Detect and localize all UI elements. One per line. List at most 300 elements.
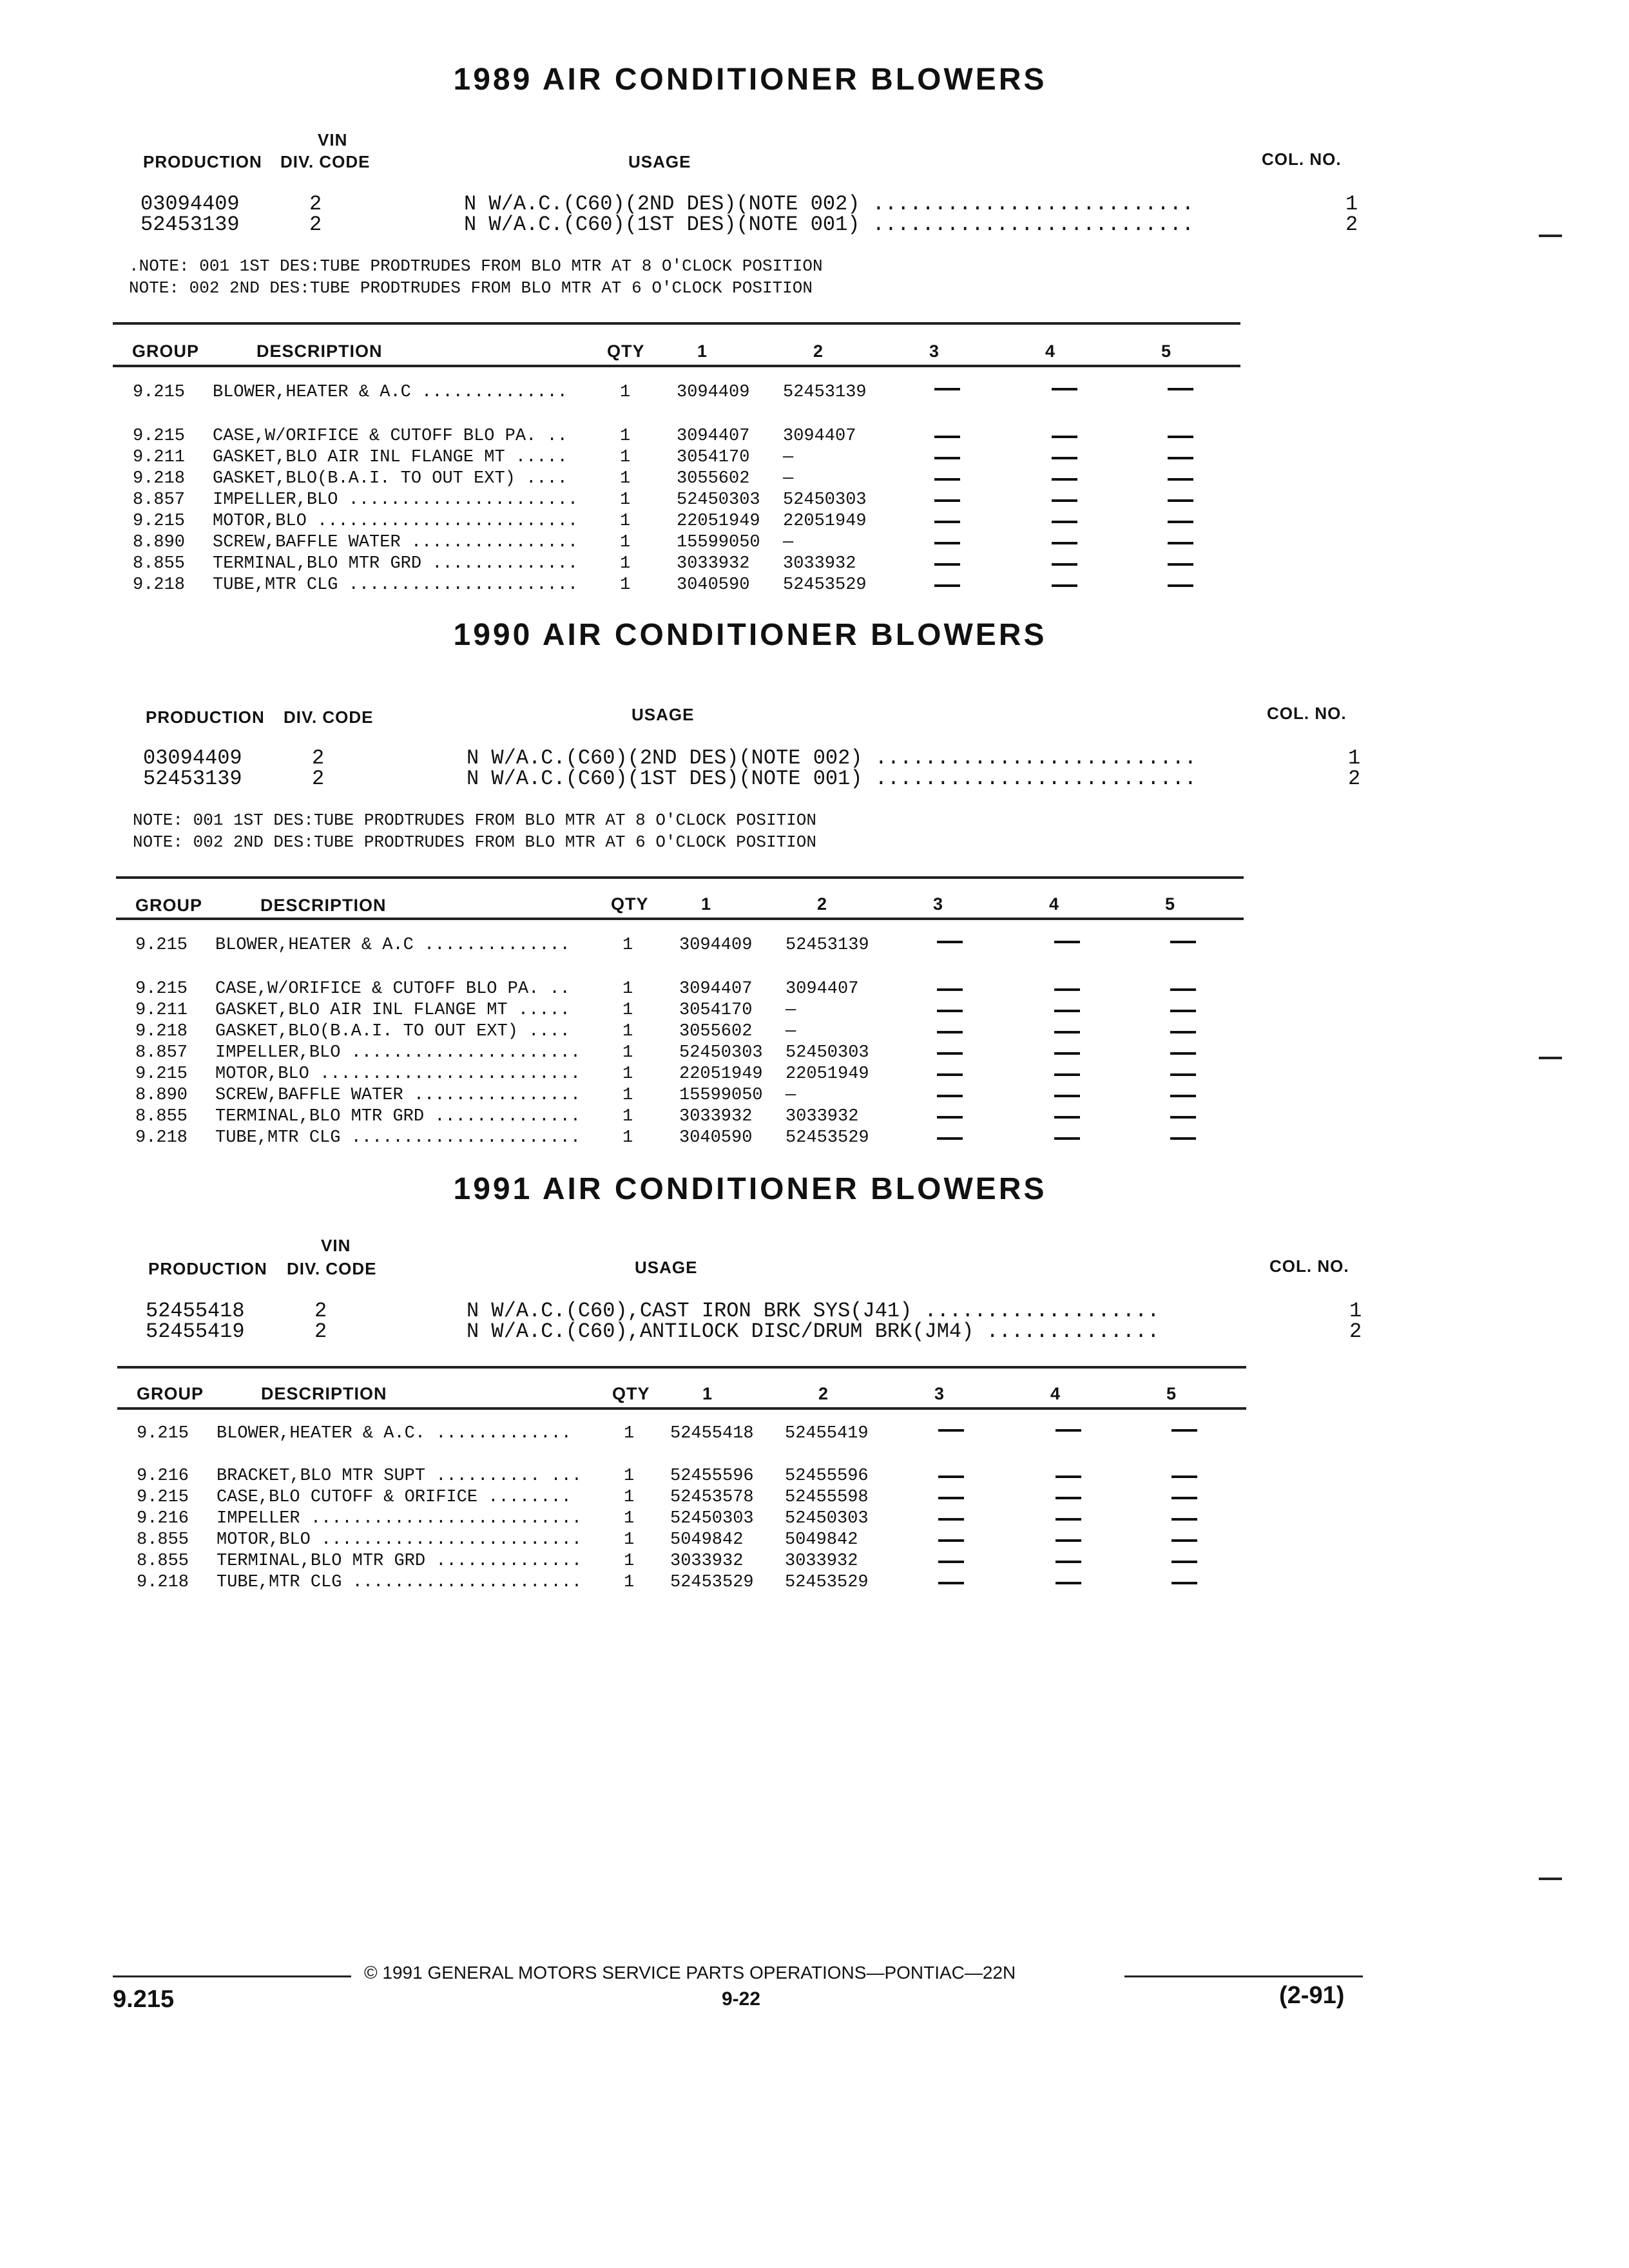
col-1-cell: 3055602 [679,1022,753,1041]
qty-cell: 1 [622,1128,633,1148]
empty-col-3-dash [934,563,960,566]
table-row [0,1424,1629,1445]
group-cell: 9.216 [137,1466,189,1486]
col-2-cell: 52453139 [786,936,869,955]
empty-col-5-dash [1171,1475,1197,1478]
empty-col-3-dash [937,1095,963,1097]
qty-col-header: QTY [611,894,649,914]
margin-mark [1539,235,1562,237]
empty-col-3-dash [937,1052,963,1055]
qty-cell: 1 [620,512,631,531]
table-row [0,533,1629,554]
table-row [0,1552,1629,1573]
empty-col-3-dash [934,457,960,459]
table-row [0,575,1629,597]
col-number: 1 [1348,746,1361,770]
table-header-rule [116,918,1244,920]
qty-cell: 1 [624,1530,635,1550]
empty-col-4-dash [1055,1539,1081,1542]
col-1-cell: 3054170 [677,448,750,467]
col-1-cell: 52450303 [670,1509,754,1528]
vin-header: VIN [318,130,348,149]
empty-col-5-dash [1171,1561,1197,1563]
col-1-cell: 3054170 [679,1001,753,1020]
qty-cell: 1 [620,554,631,573]
group-cell: 8.890 [135,1086,188,1105]
div-code-header: DIV. CODE [287,1259,377,1278]
col-1-cell: 52450303 [679,1043,763,1062]
description-cell: BLOWER,HEATER & A.C .............. [213,383,568,402]
col-1-cell: 52455418 [670,1424,754,1443]
empty-col-5-dash [1170,1095,1196,1097]
description-cell: CASE,BLO CUTOFF & ORIFICE ........ [217,1488,572,1507]
empty-col-3-dash [934,584,960,587]
col-1-cell: 52453578 [670,1488,754,1507]
col-1-cell: 3033932 [679,1107,753,1126]
empty-col-4-dash [1052,542,1077,544]
qty-cell: 1 [622,1001,633,1020]
qty-cell: 1 [624,1466,635,1486]
div-code: 2 [312,767,325,791]
group-cell: 9.215 [137,1424,189,1443]
col-4-header: 4 [1045,341,1056,361]
empty-col-4-dash [1052,521,1077,523]
col-1-cell: 22051949 [677,512,760,531]
qty-cell: 1 [622,1107,633,1126]
table-row [0,979,1629,1001]
col-5-header: 5 [1165,894,1176,914]
group-cell: 9.216 [137,1509,189,1528]
col-2-cell: 52455598 [785,1488,869,1507]
empty-col-5-dash [1171,1518,1197,1521]
production-number: 52453139 [140,213,240,236]
div-code: 2 [314,1299,327,1323]
production-number: 03094409 [143,746,242,770]
table-row [0,1107,1629,1128]
production-number: 52455419 [146,1320,245,1343]
table-top-rule [113,322,1240,325]
qty-cell: 1 [620,533,631,552]
description-col-header: DESCRIPTION [261,1384,387,1403]
empty-col-3-dash [938,1429,964,1432]
group-cell: 8.855 [133,554,186,573]
col-1-cell: 22051949 [679,1064,763,1084]
empty-col-4-dash [1054,1137,1080,1140]
production-row [0,213,1629,235]
col-1-cell: 3094407 [679,979,753,999]
group-cell: 9.215 [133,383,186,402]
qty-col-header: QTY [607,341,645,361]
empty-col-3-dash [938,1561,964,1563]
usage-header: USAGE [631,705,695,724]
col-1-cell: 52450303 [677,490,760,510]
col-2-cell: 52453529 [783,575,867,595]
col-2-header: 2 [817,894,828,914]
col-4-header: 4 [1050,1384,1061,1403]
qty-cell: 1 [622,979,633,999]
description-cell: SCREW,BAFFLE WATER ................ [213,533,579,552]
table-header-rule [113,365,1240,367]
table-row [0,1573,1629,1594]
group-cell: 9.215 [135,936,188,955]
qty-cell: 1 [622,1022,633,1041]
description-cell: BLOWER,HEATER & A.C. ............. [217,1424,572,1443]
description-cell: GASKET,BLO AIR INL FLANGE MT ..... [215,1001,570,1020]
note-line: .NOTE: 001 1ST DES:TUBE PRODTRUDES FROM BLO MTR AT 8 O'CLOCK POSITION [129,256,823,276]
description-cell: TERMINAL,BLO MTR GRD .............. [215,1107,581,1126]
table-row [0,512,1629,533]
col-2-cell: 52450303 [786,1043,869,1062]
col-3-header: 3 [933,894,944,914]
empty-col-5-dash [1170,1052,1196,1055]
description-cell: SCREW,BAFFLE WATER ................ [215,1086,581,1105]
section-title: 1991 AIR CONDITIONER BLOWERS [453,1172,1047,1206]
table-top-rule [116,876,1244,879]
col-number: 1 [1345,192,1358,216]
qty-cell: 1 [624,1488,635,1507]
description-cell: GASKET,BLO AIR INL FLANGE MT ..... [213,448,568,467]
footer-rule-left [113,1975,351,1977]
col-2-cell: 5049842 [785,1530,858,1550]
col-4-header: 4 [1049,894,1060,914]
empty-col-3-dash [937,1116,963,1119]
group-cell: 8.855 [137,1552,189,1571]
col-1-cell: 15599050 [677,533,760,552]
col-2-cell: 3033932 [786,1107,859,1126]
col-2-cell: 3094407 [786,979,859,999]
qty-cell: 1 [622,936,633,955]
empty-col-5-dash [1168,388,1193,390]
usage-text: N W/A.C.(C60),ANTILOCK DISC/DRUM BRK(JM4) .............. [467,1320,1160,1343]
description-cell: CASE,W/ORIFICE & CUTOFF BLO PA. .. [213,427,568,446]
qty-cell: 1 [622,1086,633,1105]
empty-col-4-dash [1054,1052,1080,1055]
production-header: PRODUCTION [146,707,265,727]
table-row [0,1466,1629,1488]
margin-mark [1539,1878,1562,1880]
qty-cell: 1 [622,1064,633,1084]
production-number: 52455418 [146,1299,245,1323]
empty-col-3-dash [937,941,963,943]
description-cell: GASKET,BLO(B.A.I. TO OUT EXT) .... [213,469,568,488]
description-cell: TUBE,MTR CLG ...................... [217,1573,583,1592]
col-2-header: 2 [813,341,824,361]
col-2-cell: — [783,533,794,552]
group-cell: 9.215 [135,1064,188,1084]
empty-col-3-dash [938,1582,964,1584]
col-2-cell: — [786,1086,796,1105]
empty-col-4-dash [1054,941,1080,943]
production-row [0,767,1629,789]
production-row [0,1320,1629,1341]
col-1-cell: 3094407 [677,427,750,446]
empty-col-5-dash [1170,988,1196,991]
empty-col-3-dash [938,1497,964,1499]
empty-col-4-dash [1055,1582,1081,1584]
note-line: NOTE: 001 1ST DES:TUBE PRODTRUDES FROM BLO MTR AT 8 O'CLOCK POSITION [133,811,816,830]
qty-cell: 1 [620,427,631,446]
col-number: 2 [1348,767,1361,791]
empty-col-4-dash [1052,584,1077,587]
description-cell: TUBE,MTR CLG ...................... [215,1128,581,1148]
table-row [0,1086,1629,1107]
empty-col-3-dash [934,521,960,523]
production-row [0,1299,1629,1321]
group-cell: 9.215 [135,979,188,999]
production-header: PRODUCTION [148,1259,267,1278]
usage-text: N W/A.C.(C60)(1ST DES)(NOTE 001) .......................... [467,767,1197,791]
description-cell: TUBE,MTR CLG ...................... [213,575,579,595]
group-col-header: GROUP [132,341,200,361]
description-cell: IMPELLER,BLO ...................... [213,490,579,510]
col-1-cell: 15599050 [679,1086,763,1105]
div-code: 2 [309,213,322,236]
col-1-header: 1 [701,894,712,914]
table-row [0,1530,1629,1552]
col-no-header: COL. NO. [1267,704,1347,723]
empty-col-4-dash [1054,1031,1080,1033]
footer-left: 9.215 [113,1986,175,2013]
col-1-cell: 5049842 [670,1530,744,1550]
group-cell: 9.218 [133,575,186,595]
empty-col-3-dash [937,988,963,991]
group-cell: 8.855 [135,1107,188,1126]
description-cell: MOTOR,BLO ......................... [215,1064,581,1084]
table-row [0,1064,1629,1086]
table-row [0,469,1629,490]
empty-col-5-dash [1170,1031,1196,1033]
qty-cell: 1 [620,490,631,510]
col-2-cell: 52453529 [786,1128,869,1148]
production-number: 03094409 [140,192,240,216]
col-2-cell: 52450303 [785,1509,869,1528]
qty-cell: 1 [624,1424,635,1443]
qty-cell: 1 [620,469,631,488]
empty-col-3-dash [934,436,960,438]
group-cell: 8.857 [135,1043,188,1062]
table-row [0,1509,1629,1530]
group-cell: 9.218 [133,469,186,488]
div-code: 2 [312,746,325,770]
table-row [0,1128,1629,1149]
production-row [0,746,1629,768]
empty-col-3-dash [937,1073,963,1076]
col-2-cell: — [786,1001,796,1020]
description-cell: IMPELLER .......................... [217,1509,583,1528]
description-cell: BLOWER,HEATER & A.C .............. [215,936,570,955]
col-1-cell: 3033932 [670,1552,744,1571]
col-number: 1 [1349,1299,1362,1323]
empty-col-4-dash [1052,478,1077,481]
div-code: 2 [314,1320,327,1343]
empty-col-5-dash [1168,478,1193,481]
col-2-cell: 52450303 [783,490,867,510]
footer-copyright: © 1991 GENERAL MOTORS SERVICE PARTS OPERATIONS—PONTIAC—22N [364,1963,1016,1983]
description-cell: IMPELLER,BLO ...................... [215,1043,581,1062]
production-row [0,192,1629,214]
col-number: 2 [1345,213,1358,236]
empty-col-4-dash [1054,1010,1080,1012]
col-1-cell: 3040590 [677,575,750,595]
col-no-header: COL. NO. [1269,1256,1349,1276]
empty-col-4-dash [1052,499,1077,502]
empty-col-3-dash [938,1539,964,1542]
empty-col-4-dash [1055,1475,1081,1478]
usage-header: USAGE [635,1258,698,1277]
empty-col-5-dash [1168,436,1193,438]
table-row [0,1488,1629,1509]
empty-col-3-dash [934,388,960,390]
col-2-cell: 3094407 [783,427,856,446]
col-2-cell: 52453139 [783,383,867,402]
empty-col-3-dash [934,542,960,544]
empty-col-3-dash [937,1031,963,1033]
qty-cell: 1 [620,448,631,467]
description-cell: BRACKET,BLO MTR SUPT .......... ... [217,1466,583,1486]
empty-col-4-dash [1055,1429,1081,1432]
group-cell: 8.890 [133,533,186,552]
qty-cell: 1 [624,1573,635,1592]
col-1-header: 1 [697,341,708,361]
table-header-rule [117,1407,1246,1410]
description-cell: MOTOR,BLO ......................... [217,1530,583,1550]
usage-text: N W/A.C.(C60)(2ND DES)(NOTE 002) .......................... [464,192,1194,216]
div-code-header: DIV. CODE [284,707,374,727]
empty-col-4-dash [1054,988,1080,991]
table-row [0,1043,1629,1064]
empty-col-4-dash [1052,457,1077,459]
usage-text: N W/A.C.(C60)(1ST DES)(NOTE 001) .......................... [464,213,1194,236]
group-cell: 9.218 [137,1573,189,1592]
empty-col-5-dash [1171,1429,1197,1432]
empty-col-4-dash [1054,1095,1080,1097]
usage-text: N W/A.C.(C60),CAST IRON BRK SYS(J41) ................... [467,1299,1160,1323]
qty-col-header: QTY [612,1384,650,1403]
empty-col-5-dash [1168,584,1193,587]
footer-page: 9-22 [722,1988,761,2010]
usage-header: USAGE [628,152,691,171]
col-2-cell: 52453529 [785,1573,869,1592]
description-cell: CASE,W/ORIFICE & CUTOFF BLO PA. .. [215,979,570,999]
col-2-cell: — [783,448,794,467]
group-cell: 9.218 [135,1022,188,1041]
empty-col-5-dash [1168,499,1193,502]
div-code: 2 [309,192,322,216]
group-cell: 9.215 [133,427,186,446]
empty-col-5-dash [1168,563,1193,566]
description-cell: TERMINAL,BLO MTR GRD .............. [217,1552,583,1571]
table-row [0,448,1629,469]
group-col-header: GROUP [137,1384,204,1403]
empty-col-5-dash [1171,1497,1197,1499]
col-5-header: 5 [1166,1384,1177,1403]
empty-col-4-dash [1052,436,1077,438]
section-title: 1990 AIR CONDITIONER BLOWERS [453,618,1047,652]
table-row [0,554,1629,575]
col-1-cell: 52455596 [670,1466,754,1486]
col-1-cell: 3055602 [677,469,750,488]
group-col-header: GROUP [135,896,203,915]
empty-col-3-dash [938,1475,964,1478]
col-1-cell: 3033932 [677,554,750,573]
group-cell: 9.211 [133,448,186,467]
description-cell: TERMINAL,BLO MTR GRD .............. [213,554,579,573]
col-1-cell: 52453529 [670,1573,754,1592]
qty-cell: 1 [624,1552,635,1571]
group-cell: 8.857 [133,490,186,510]
margin-mark [1539,1057,1562,1059]
usage-text: N W/A.C.(C60)(2ND DES)(NOTE 002) .......................... [467,746,1197,770]
col-1-header: 1 [702,1384,713,1403]
empty-col-3-dash [937,1137,963,1140]
empty-col-3-dash [934,499,960,502]
qty-cell: 1 [620,383,631,402]
col-2-cell: 3033932 [785,1552,858,1571]
col-3-header: 3 [929,341,940,361]
empty-col-5-dash [1168,457,1193,459]
empty-col-4-dash [1055,1497,1081,1499]
col-1-cell: 3094409 [677,383,750,402]
div-code-header: DIV. CODE [280,152,371,171]
table-row [0,427,1629,448]
empty-col-5-dash [1171,1582,1197,1584]
empty-col-5-dash [1168,521,1193,523]
empty-col-4-dash [1054,1116,1080,1119]
empty-col-5-dash [1168,542,1193,544]
group-cell: 9.215 [133,512,186,531]
col-2-cell: 22051949 [786,1064,869,1084]
col-1-cell: 3094409 [679,936,753,955]
section-title: 1989 AIR CONDITIONER BLOWERS [453,62,1047,97]
table-row [0,1022,1629,1043]
footer-right: (2-91) [1279,1982,1345,2009]
empty-col-5-dash [1170,1137,1196,1140]
col-1-cell: 3040590 [679,1128,753,1148]
qty-cell: 1 [622,1043,633,1062]
empty-col-3-dash [937,1010,963,1012]
empty-col-5-dash [1170,941,1196,943]
description-cell: GASKET,BLO(B.A.I. TO OUT EXT) .... [215,1022,570,1041]
group-cell: 9.215 [137,1488,189,1507]
table-row [0,936,1629,957]
col-no-header: COL. NO. [1262,149,1342,169]
note-line: NOTE: 002 2ND DES:TUBE PRODTRUDES FROM BLO MTR AT 6 O'CLOCK POSITION [129,278,813,298]
empty-col-3-dash [938,1518,964,1521]
production-number: 52453139 [143,767,242,791]
col-number: 2 [1349,1320,1362,1343]
empty-col-4-dash [1055,1518,1081,1521]
table-top-rule [117,1366,1246,1369]
qty-cell: 1 [620,575,631,595]
notes [129,255,823,299]
col-3-header: 3 [934,1384,945,1403]
col-2-cell: — [786,1022,796,1041]
empty-col-5-dash [1170,1116,1196,1119]
production-header: PRODUCTION [143,152,262,171]
description-col-header: DESCRIPTION [256,341,383,361]
table-row [0,490,1629,512]
col-2-cell: — [783,469,794,488]
empty-col-4-dash [1052,388,1077,390]
empty-col-5-dash [1171,1539,1197,1542]
description-col-header: DESCRIPTION [260,896,387,915]
vin-header: VIN [321,1236,351,1255]
col-2-header: 2 [818,1384,829,1403]
empty-col-4-dash [1055,1561,1081,1563]
col-2-cell: 52455419 [785,1424,869,1443]
group-cell: 8.855 [137,1530,189,1550]
empty-col-5-dash [1170,1010,1196,1012]
